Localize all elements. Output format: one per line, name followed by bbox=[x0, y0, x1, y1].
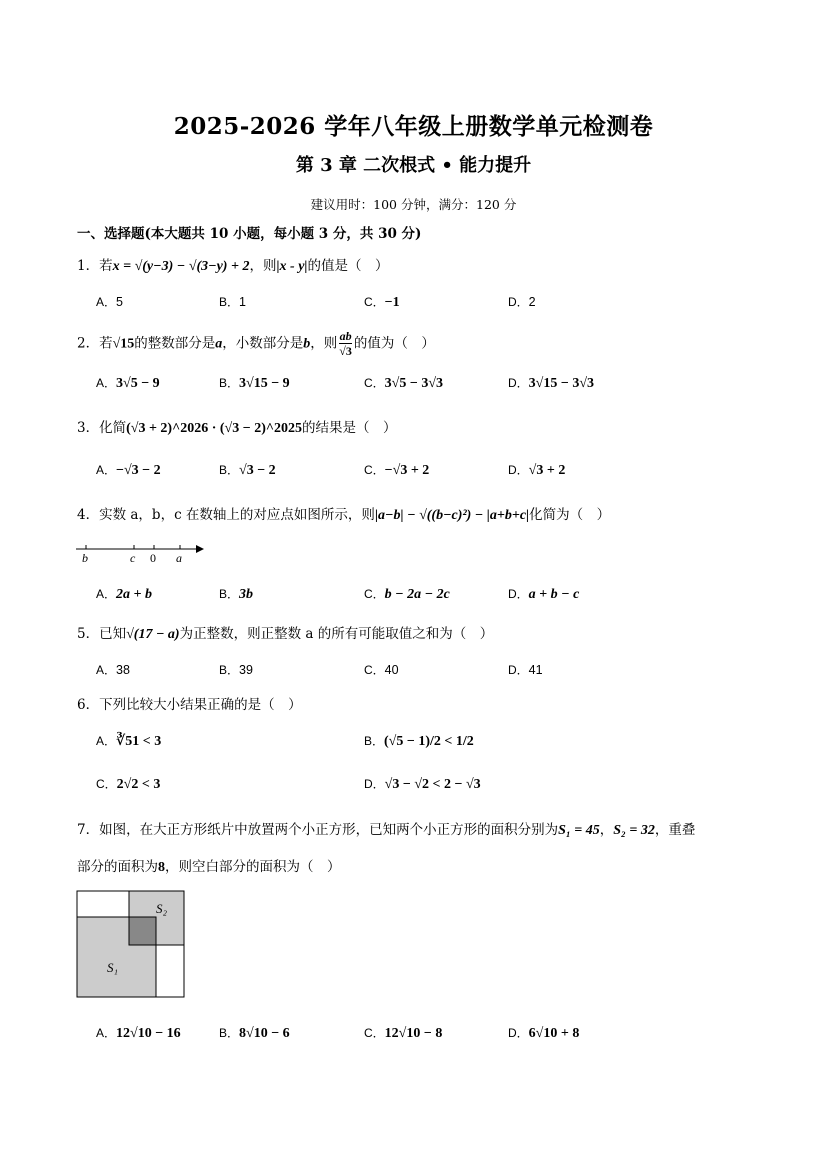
question-7-line-2 bbox=[77, 855, 341, 876]
math-variable: b bbox=[303, 336, 311, 352]
option-value: 41 bbox=[528, 663, 543, 677]
option-label: C． bbox=[364, 663, 385, 677]
option-label: C． bbox=[364, 587, 385, 601]
option-label: C． bbox=[364, 376, 385, 390]
option-label: B． bbox=[219, 463, 240, 477]
overlap-square bbox=[129, 917, 156, 945]
question-number: 3． bbox=[77, 420, 100, 436]
question-text: 的值为（ ） bbox=[353, 335, 435, 352]
option-label: D． bbox=[508, 463, 529, 477]
option-value: 3b bbox=[239, 587, 254, 602]
option-label: B． bbox=[364, 734, 385, 748]
question-number: 6． bbox=[77, 697, 100, 713]
number-line-figure bbox=[74, 538, 206, 564]
axis-label-0: 0 bbox=[150, 551, 156, 564]
option-label: B． bbox=[219, 663, 240, 677]
option-2c bbox=[364, 374, 443, 392]
question-text: 为正整数，则正整数 a 的所有可能取值之和为（ ） bbox=[179, 626, 494, 642]
option-5d bbox=[508, 661, 543, 678]
question-text: ，则空白部分的面积为（ ） bbox=[165, 859, 341, 875]
option-value: 40 bbox=[384, 663, 399, 677]
option-label: C． bbox=[364, 295, 385, 309]
axis-label-b: b bbox=[82, 551, 88, 564]
question-number: 4． bbox=[77, 507, 100, 523]
option-value: 3√15 − 3√3 bbox=[528, 376, 595, 391]
fraction-denominator: √3 bbox=[339, 344, 352, 358]
option-value: 38 bbox=[116, 663, 130, 677]
question-text: 的值是（ ） bbox=[307, 258, 389, 274]
option-2a bbox=[96, 374, 160, 392]
option-5b bbox=[219, 661, 253, 678]
math-expression: (√3 + 2)^2026 · (√3 − 2)^2025 bbox=[126, 421, 303, 436]
math-expression: |a−b| − √((b−c)²) − |a+b+c| bbox=[374, 508, 530, 523]
option-label: C． bbox=[364, 1026, 385, 1040]
option-value: 3√5 − 3√3 bbox=[384, 376, 444, 391]
option-label: B． bbox=[219, 295, 240, 309]
option-value: b − 2a − 2c bbox=[384, 587, 450, 602]
option-label: A． bbox=[96, 1026, 117, 1040]
exam-title: 2025-2026 学年八年级上册数学单元检测卷 bbox=[173, 113, 654, 140]
question-2 bbox=[77, 330, 435, 358]
area-s1: S₁ = 45 bbox=[558, 823, 600, 838]
option-label: D． bbox=[508, 1026, 529, 1040]
option-value: a + b − c bbox=[528, 587, 580, 602]
question-4 bbox=[77, 503, 610, 524]
math-expression: √(17 − a) bbox=[126, 627, 180, 642]
option-value: 12√10 − 8 bbox=[384, 1026, 443, 1041]
option-label: D． bbox=[508, 587, 529, 601]
option-label: B． bbox=[219, 587, 240, 601]
time-score-info: 建议用时：100 分钟，满分：120 分 bbox=[310, 197, 517, 212]
option-label: B． bbox=[219, 376, 240, 390]
option-4b bbox=[219, 585, 253, 603]
math-fraction bbox=[339, 330, 352, 358]
option-1d bbox=[508, 293, 536, 310]
chapter-subtitle: 第 3 章 二次根式 • 能力提升 bbox=[295, 155, 532, 176]
question-text: ，则 bbox=[249, 258, 277, 274]
option-value: (√5 − 1)/2 < 1/2 bbox=[384, 734, 474, 749]
option-6d bbox=[364, 775, 481, 793]
option-label: D． bbox=[364, 777, 385, 791]
label-s2: S₂ bbox=[156, 901, 168, 916]
number-line-arrow bbox=[196, 545, 204, 553]
option-5c bbox=[364, 661, 399, 678]
question-text: 部分的面积为 bbox=[77, 859, 158, 875]
option-value: 3√5 − 9 bbox=[116, 376, 160, 391]
option-label: A． bbox=[96, 587, 117, 601]
option-label: A． bbox=[96, 734, 117, 748]
question-number: 1． bbox=[77, 258, 100, 274]
option-value: 6√10 + 8 bbox=[528, 1026, 580, 1041]
option-value: −1 bbox=[384, 295, 400, 310]
option-3a bbox=[96, 461, 161, 479]
question-3 bbox=[77, 416, 397, 437]
option-value: 2√2 < 3 bbox=[116, 777, 161, 792]
label-s1: S₁ bbox=[107, 960, 119, 975]
question-text: 若 bbox=[99, 258, 113, 274]
option-4c bbox=[364, 585, 450, 603]
question-text: 化简 bbox=[99, 420, 127, 436]
option-label: D． bbox=[508, 295, 529, 309]
option-7c bbox=[364, 1024, 442, 1042]
question-text: 下列比较大小结果正确的是（ ） bbox=[99, 697, 302, 713]
option-value: 12√10 − 16 bbox=[116, 1026, 181, 1041]
option-3c bbox=[364, 461, 429, 479]
option-value: √3 − 2 bbox=[239, 463, 276, 478]
option-4a bbox=[96, 585, 152, 603]
option-value: ∛51 < 3 bbox=[116, 734, 162, 749]
option-3b bbox=[219, 461, 276, 479]
question-text: ，重叠 bbox=[654, 822, 696, 838]
question-text: 的整数部分是 bbox=[134, 335, 216, 352]
question-5 bbox=[77, 622, 493, 643]
option-value: −√3 + 2 bbox=[384, 463, 430, 478]
option-label: D． bbox=[508, 376, 529, 390]
option-2d bbox=[508, 374, 594, 392]
question-text: 如图，在大正方形纸片中放置两个小正方形，已知两个小正方形的面积分别为 bbox=[99, 822, 559, 838]
math-expression: |x - y| bbox=[276, 259, 308, 274]
option-label: A． bbox=[96, 663, 117, 677]
option-label: D． bbox=[508, 663, 529, 677]
option-value: √3 + 2 bbox=[528, 463, 566, 478]
option-7a bbox=[96, 1024, 181, 1042]
option-1c bbox=[364, 293, 400, 311]
math-expression: x = √(y−3) − √(3−y) + 2 bbox=[112, 259, 250, 274]
option-value: 8√10 − 6 bbox=[239, 1026, 290, 1041]
option-value: −√3 − 2 bbox=[116, 463, 161, 478]
option-7b bbox=[219, 1024, 290, 1042]
option-value: √3 − √2 < 2 − √3 bbox=[384, 777, 481, 792]
question-text: 已知 bbox=[99, 626, 127, 642]
question-text: ，则 bbox=[310, 335, 338, 352]
option-value: 2 bbox=[528, 295, 536, 309]
option-value: 2a + b bbox=[116, 587, 152, 602]
option-6b bbox=[364, 732, 474, 750]
option-1a bbox=[96, 293, 123, 310]
math-expression: √15 bbox=[112, 336, 135, 352]
fraction-numerator: ab bbox=[339, 329, 352, 343]
question-6 bbox=[77, 693, 302, 713]
option-5a bbox=[96, 661, 130, 678]
question-text: 若 bbox=[99, 335, 113, 352]
question-text: ，小数部分是 bbox=[222, 335, 304, 352]
math-variable: a bbox=[215, 336, 223, 352]
option-1b bbox=[219, 293, 246, 310]
option-label: A． bbox=[96, 295, 117, 309]
option-4d bbox=[508, 585, 579, 603]
option-7d bbox=[508, 1024, 579, 1042]
question-number: 5． bbox=[77, 626, 100, 642]
question-7-line-1 bbox=[77, 818, 695, 839]
option-label: C． bbox=[364, 463, 385, 477]
option-label: A． bbox=[96, 463, 117, 477]
section-heading: 一、选择题(本大题共 10 小题，每小题 3 分，共 30 分) bbox=[77, 226, 422, 242]
option-3d bbox=[508, 461, 565, 479]
question-number: 2． bbox=[77, 335, 100, 352]
axis-label-a: a bbox=[176, 551, 182, 564]
squares-figure bbox=[76, 890, 188, 1000]
option-6c bbox=[96, 775, 160, 793]
option-value: 1 bbox=[239, 295, 246, 309]
option-6a bbox=[96, 732, 161, 750]
area-s2: S₂ = 32 bbox=[613, 823, 655, 838]
question-1 bbox=[77, 254, 389, 275]
option-value: 3√15 − 9 bbox=[239, 376, 290, 391]
option-label: B． bbox=[219, 1026, 240, 1040]
question-text: 化简为（ ） bbox=[529, 507, 611, 523]
option-value: 39 bbox=[239, 663, 253, 677]
option-label: A． bbox=[96, 376, 117, 390]
option-2b bbox=[219, 374, 290, 392]
option-label: C． bbox=[96, 777, 117, 791]
question-number: 7． bbox=[77, 822, 100, 838]
overlap-area: 8 bbox=[158, 860, 165, 875]
axis-label-c: c bbox=[130, 551, 136, 564]
option-value: 5 bbox=[116, 295, 123, 309]
question-text: 实数 a，b，c 在数轴上的对应点如图所示，则 bbox=[99, 507, 375, 523]
question-text: ， bbox=[599, 822, 614, 838]
question-text: 的结果是（ ） bbox=[302, 420, 397, 436]
